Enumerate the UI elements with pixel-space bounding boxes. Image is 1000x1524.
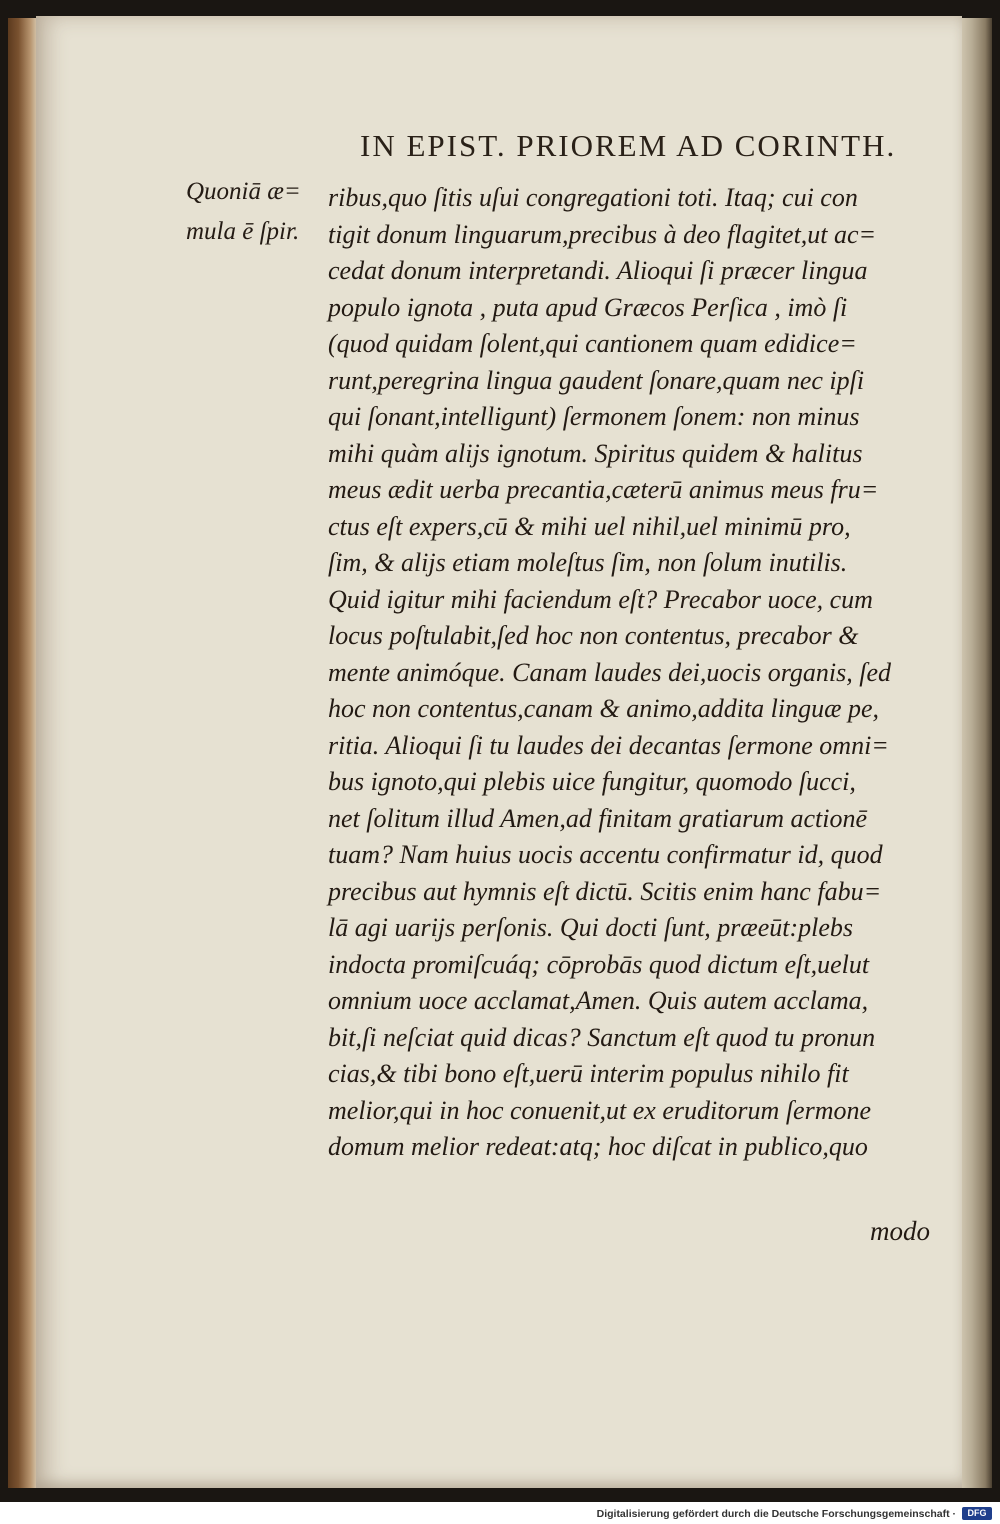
- text-line: qui ſonant,intelligunt) ſermonem ſonem: non minus: [328, 402, 860, 431]
- text-line: populo ignota , puta apud Græcos Perſica , imò ſi: [328, 292, 848, 322]
- page-fore-edge: [958, 18, 992, 1488]
- text-line: indocta promiſcuáq; cōprobās quod dictum eſt,uelut: [328, 949, 870, 979]
- text-line: bus ignoto,qui plebis uice fungitur, quomodo ſucci,: [328, 767, 856, 796]
- digitization-credit: Digitalisierung gefördert durch die Deutsche Forschungsgemeinschaft ·: [596, 1508, 956, 1520]
- marginal-note-line: Quoniā æ=: [186, 178, 301, 205]
- book-spine-edge: [8, 18, 38, 1488]
- text-line: cedat donum interpretandi. Alioqui ſi præcer lingua: [328, 256, 868, 285]
- catchword: modo: [870, 1216, 930, 1246]
- dfg-logo: DFG: [962, 1507, 992, 1520]
- text-line: melior,qui in hoc conuenit,ut ex eruditorum ſermone: [328, 1095, 872, 1125]
- text-line: hoc non contentus,canam & animo,addita linguæ pe,: [328, 694, 880, 723]
- body-text: [328, 180, 956, 1166]
- text-line: cias,& tibi bono eſt,uerū interim populus nihilo fit: [328, 1059, 849, 1088]
- text-line: mente animóque. Canam laudes dei,uocis organis, ſed: [328, 657, 892, 687]
- text-line: lā agi uarijs perſonis. Qui docti ſunt, præeūt:plebs: [328, 913, 854, 942]
- marginal-note: [186, 172, 301, 252]
- text-line: net ſolitum illud Amen,ad finitam gratiarum actionē: [328, 803, 867, 833]
- text-line: mihi quàm alijs ignotum. Spiritus quidem & halitus: [328, 438, 863, 468]
- text-line: locus poſtulabit,ſed hoc non contentus, precabor &: [328, 621, 859, 650]
- text-line: omnium uoce acclamat,Amen. Quis autem acclama,: [328, 986, 869, 1015]
- text-line: tigit donum linguarum,precibus à deo flagitet,ut ac=: [328, 219, 877, 249]
- text-line: ctus eſt expers,cū & mihi uel nihil,uel minimū pro,: [328, 511, 851, 541]
- text-line: tuam? Nam huius uocis accentu confirmatur id, quod: [328, 840, 883, 869]
- text-line: precibus aut hymnis eſt dictū. Scitis enim hanc fabu=: [328, 876, 882, 906]
- text-line: (quod quidam ſolent,qui cantionem quam edidice=: [328, 329, 857, 358]
- text-line: bit,ſi neſciat quid dicas? Sanctum eſt quod tu pronun: [328, 1022, 876, 1052]
- text-line: ribus,quo ſitis uſui congregationi toti. Itaq; cui con: [328, 183, 858, 212]
- running-head: IN EPIST. PRIOREM AD CORINTH.: [360, 128, 897, 163]
- text-line: ſim, & alijs etiam moleſtus ſim, non ſolum inutilis.: [328, 548, 848, 577]
- text-line: runt,peregrina lingua gaudent ſonare,quam nec ipſi: [328, 365, 865, 395]
- text-line: domum melior redeat:atq; hoc diſcat in publico,quo: [328, 1132, 868, 1161]
- text-line: meus ædit uerba precantia,cæterū animus meus fru=: [328, 475, 879, 504]
- text-line: ritia. Alioqui ſi tu laudes dei decantas ſermone omni=: [328, 730, 889, 760]
- text-line: Quid igitur mihi faciendum eſt? Precabor uoce, cum: [328, 584, 873, 614]
- marginal-note-line: mula ē ſpir.: [186, 218, 300, 245]
